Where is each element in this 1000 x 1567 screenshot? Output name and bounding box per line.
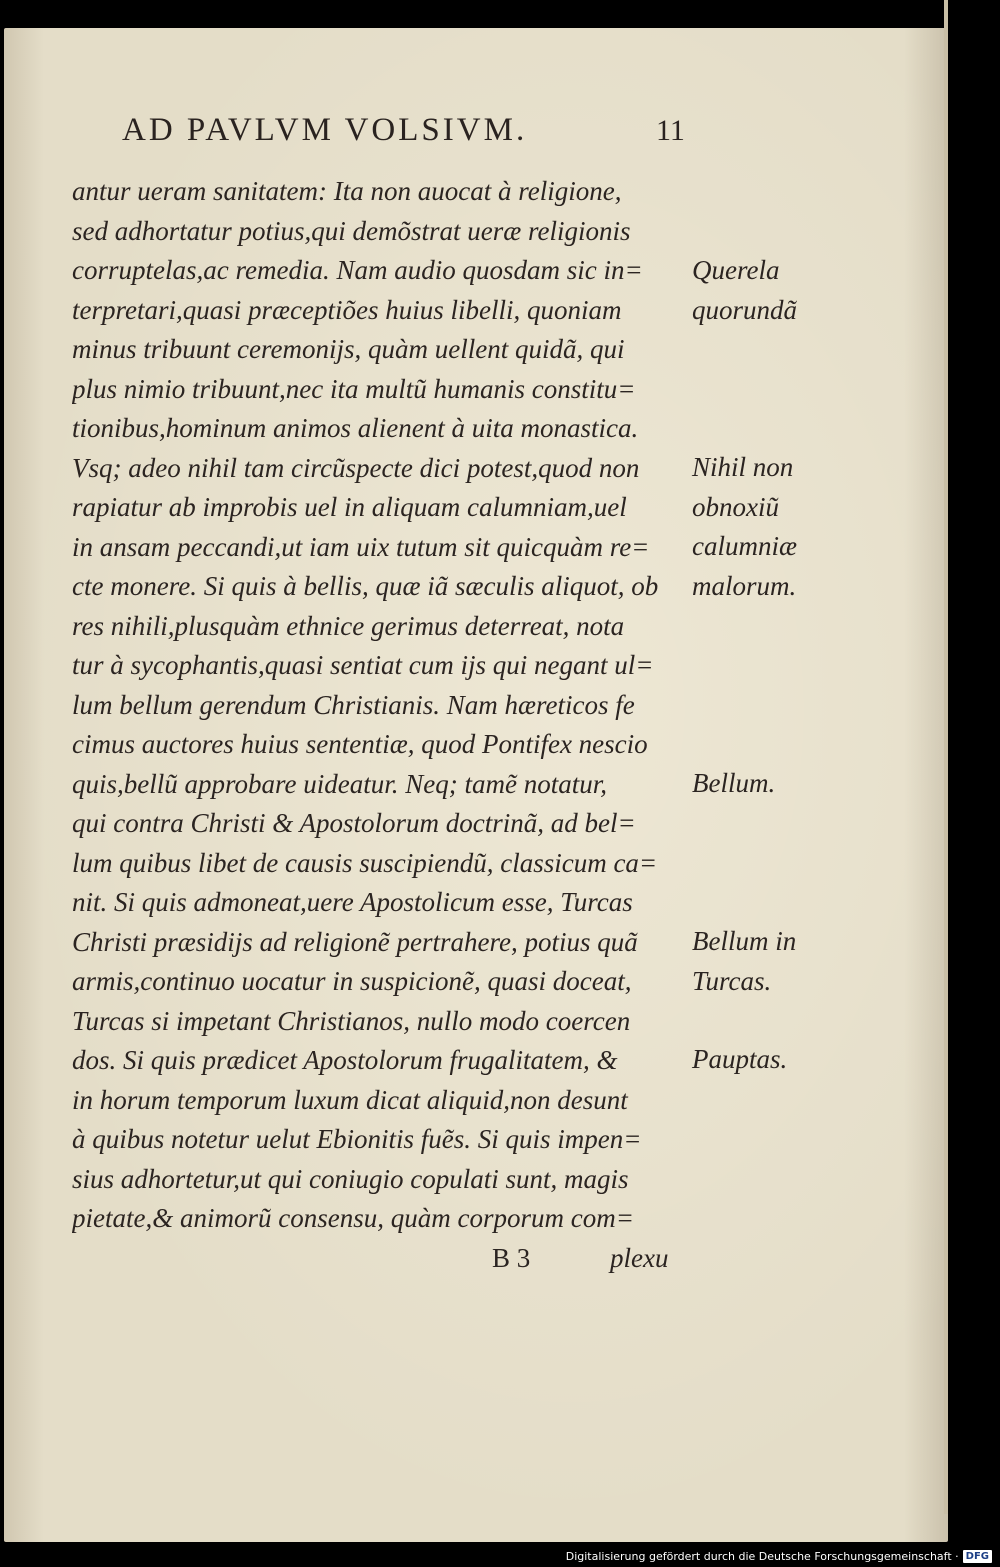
text-line: in ansam peccandi,ut iam uix tutum sit quicquàm re= [72, 531, 650, 562]
text-line: res nihili,plusquàm ethnice gerimus deterreat, nota [72, 610, 625, 641]
text-line: Vsq; adeo nihil tam circũspecte dici potest,quod non [72, 452, 640, 483]
text-line: qui contra Christi & Apostolorum doctrinã, ad bel= [72, 808, 636, 838]
text-line: terpretari,quasi præceptiões huius libelli, quoniam [72, 294, 622, 325]
text-line: lum bellum gerendum Christianis. Nam hæreticos fe [72, 689, 635, 720]
text-line: cte monere. Si quis à bellis, quæ iã sæculis aliquot, ob [72, 571, 659, 601]
text-line: sed adhortatur potius,qui demõstrat ueræ religionis [72, 215, 631, 246]
running-header: AD PAVLVM VOLSIVM. [122, 112, 528, 148]
text-line: à quibus notetur uelut Ebionitis fuẽs. Si quis impen= [72, 1124, 642, 1154]
margin-note [692, 1040, 787, 1080]
margin-note-line: Nihil non [692, 452, 794, 482]
text-line: corruptelas,ac remedia. Nam audio quosdam sic in= [72, 255, 643, 285]
text-line: minus tribuunt ceremonijs, quàm uellent quidã, qui [72, 334, 625, 364]
margin-note [692, 764, 775, 804]
margin-note [692, 922, 796, 1001]
funding-footer [566, 1548, 992, 1564]
margin-note-line: quorundã [692, 294, 798, 325]
margin-note-line: Pauptas. [692, 1044, 788, 1074]
dfg-logo-icon[interactable]: DFG [963, 1550, 992, 1563]
catchword: plexu [610, 1243, 669, 1273]
page-edge [944, 0, 948, 1514]
text-line: pietate,& animorũ consensu, quàm corporum com= [72, 1203, 634, 1233]
text-line: cimus auctores huius sententiæ, quod Pontifex nescio [72, 729, 648, 759]
folio-number: 11 [656, 114, 685, 147]
margin-note-line: malorum. [692, 570, 797, 601]
text-line: tur à sycophantis,quasi sentiat cum ijs qui negant ul= [72, 650, 654, 680]
text-line: rapiatur ab improbis uel in aliquam calumniam,uel [72, 492, 627, 522]
margin-note [692, 251, 797, 330]
text-line: antur ueram sanitatem: Ita non auocat à religione, [72, 176, 622, 206]
margin-note-line: obnoxiũ [692, 491, 779, 522]
footer-text: Digitalisierung gefördert durch die Deutsche Forschungsgemeinschaft · [565, 1549, 959, 1563]
margin-note-line: Turcas. [692, 965, 772, 996]
margin-note-line: Bellum in [692, 926, 797, 956]
text-line: sius adhortetur,ut qui coniugio copulati sunt, magis [72, 1163, 629, 1194]
text-line: Christi præsidijs ad religionẽ pertrahere, potius quã [72, 926, 638, 957]
text-line: lum quibus libet de causis suscipiendũ, classicum ca= [72, 847, 658, 878]
margin-note-line: Bellum. [692, 768, 776, 798]
margin-note-line: Querela [692, 255, 780, 285]
text-line: quis,bellũ approbare uideatur. Neq; tamẽ notatur, [72, 768, 607, 799]
text-line: in horum temporum luxum dicat aliquid,non desunt [72, 1084, 628, 1115]
margin-note-line: calumniæ [692, 531, 797, 561]
text-line: Turcas si impetant Christianos, nullo modo coercen [72, 1005, 631, 1036]
text-line: armis,continuo uocatur in suspicionẽ, quasi doceat, [72, 966, 632, 996]
margin-note [692, 448, 797, 606]
text-line: plus nimio tribuunt,nec ita multũ humanis constitu= [72, 373, 636, 404]
text-line: dos. Si quis prædicet Apostolorum frugalitatem, & [72, 1045, 618, 1075]
body-text [72, 172, 692, 1239]
text-line: nit. Si quis admoneat,uere Apostolicum esse, Turcas [72, 887, 633, 917]
signature-mark: B 3 [492, 1243, 531, 1273]
text-line: tionibus,hominum animos alienent à uita monastica. [72, 413, 639, 443]
